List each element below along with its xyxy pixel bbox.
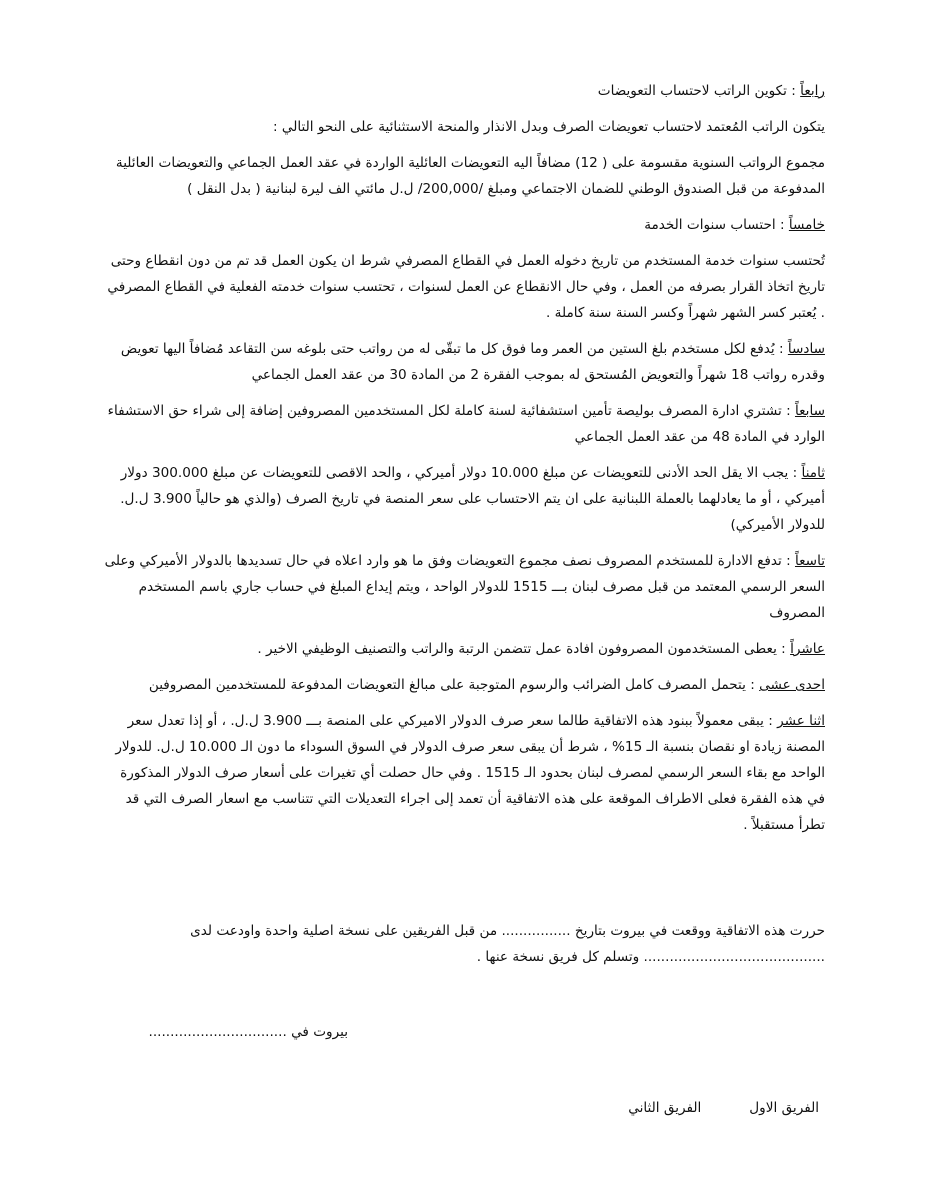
section9-label: تاسعاً bbox=[794, 553, 825, 569]
first-party-label: الفريق الاول bbox=[749, 1100, 819, 1116]
section4-intro: يتكون الراتب المُعتمد لاحتساب تعويضات الصرف وبدل الانذار والمنحة الاستثنائية على النحو التالي : bbox=[272, 119, 825, 135]
section9 bbox=[100, 548, 825, 626]
section8-label: ثامناً bbox=[801, 465, 825, 481]
section6 bbox=[100, 336, 825, 388]
section4-heading-label: رابعاً bbox=[800, 83, 825, 99]
section7 bbox=[100, 398, 825, 450]
section8-body: : يجب الا يقل الحد الأدنى للتعويضات عن مبلغ 10.000 دولار أميركي ، والحد الاقصى للتعويضات عن مبلغ 300.000 دولار أميركي ، أو ما يعادلهما بالعملة اللبنانية على ان يتم الاحتساب على سعر المنصة في تاريخ الصرف (والذي هو حالياً 3.900 ل.ل. للدولار الأميركي) bbox=[120, 465, 825, 533]
section12-body: : يبقى معمولاً ببنود هذه الاتفاقية طالما سعر صرف الدولار الاميركي على المنصة بـــ 3.900 ل.ل. ، أو إذا تعدل سعر المصنة زيادة او نقصان بنسبة الـ 15% ، شرط أن يبقى سعر صرف الدولار في السوق السوداء ما دون الـ 10.000 ل.ل. للدولار الواحد مع بقاء السعر الرسمي لمصرف لبنان بحدود الـ 1515 . وفي حال حصلت أي تغيرات على أسعار صرف الدولار المذكورة في هذه الفقرة فعلى الاطراف الموقعة على هذه الاتفاقية أن تعمد إلى اجراء التعديلات التي تتناسب مع اسعار الصرف التي قد تطرأ مستقبلاً . bbox=[115, 713, 825, 833]
section4-heading-text: : تكوين الراتب لاحتساب التعويضات bbox=[597, 83, 801, 99]
signature-parties bbox=[628, 1100, 819, 1116]
second-party-label: الفريق الثاني bbox=[628, 1100, 702, 1116]
place-date-line: بيروت في ................................ bbox=[148, 1024, 348, 1040]
signing-line-2: .......................................... وتسلم كل فريق نسخة عنها . bbox=[476, 949, 825, 965]
section8 bbox=[100, 460, 825, 538]
section9-body: : تدفع الادارة للمستخدم المصروف نصف مجموع التعويضات وفق ما هو وارد اعلاه في حال تسديدها بالدولار الأميركي وعلى السعر الرسمي المعتمد من قبل مصرف لبنان بـــ 1515 للدولار الواحد ، ويتم إيداع المبلغ في حساب جاري باسم المستخدم المصروف bbox=[104, 553, 825, 621]
section11-body: : يتحمل المصرف كامل الضرائب والرسوم المتوجبة على مبالغ التعويضات المدفوعة للمستخدمين المصروفين bbox=[148, 677, 760, 693]
section4-body: مجموع الرواتب السنوية مقسومة على ( 12) مضافاً اليه التعويضات العائلية الواردة في عقد العمل الجماعي والتعويضات العائلية المدفوعة من قبل الصندوق الوطني للضمان الاجتماعي ومبلغ /200,000/ ل.ل مائتي الف ليرة لبنانية ( بدل النقل ) bbox=[115, 155, 825, 197]
section10 bbox=[100, 636, 825, 662]
section5-heading-text: : احتساب سنوات الخدمة bbox=[644, 217, 789, 233]
section5-heading bbox=[100, 212, 825, 238]
section12-label: اثنا عشر bbox=[777, 713, 825, 729]
section11 bbox=[100, 672, 825, 698]
signing-clause bbox=[100, 918, 825, 970]
section6-body: : يُدفع لكل مستخدم بلغ الستين من العمر وما فوق كل ما تبقّى له من رواتب حتى بلوغه سن التقاعد مُضافاً اليها تعويض وقدره رواتب 18 شهراً والتعويض المُستحق له بموجب الفقرة 2 من المادة 30 من عقد العمل الجماعي bbox=[120, 341, 825, 383]
section4-heading bbox=[100, 78, 825, 104]
signing-line-1: حررت هذه الاتفاقية ووقعت في بيروت بتاريخ ................ من قبل الفريقين على نسخة اصلية واحدة واودعت لدى bbox=[190, 923, 825, 939]
section12 bbox=[100, 708, 825, 838]
section7-label: سابعاً bbox=[794, 403, 825, 419]
section5-body: تُحتسب سنوات خدمة المستخدم من تاريخ دخوله العمل في القطاع المصرفي شرط ان يكون العمل قد تم من دون انقطاع وحتى تاريخ اتخاذ القرار بصرفه من العمل ، وفي حال الانقطاع عن العمل لسنوات ، تحتسب سنوات خدمته الفعلية في القطاع المصرفي . يُعتبر كسر الشهر شهراً وكسر السنة سنة كاملة . bbox=[107, 253, 825, 321]
section10-body: : يعطى المستخدمون المصروفون افادة عمل تتضمن الرتبة والراتب والتصنيف الوظيفي الاخير . bbox=[257, 641, 791, 657]
section10-label: عاشراً bbox=[790, 641, 825, 657]
agreement-body bbox=[100, 78, 825, 838]
section11-label: احدى عشى bbox=[759, 677, 825, 693]
section7-body: : تشتري ادارة المصرف بوليصة تأمين استشفائية لسنة كاملة لكل المستخدمين المصروفين إضافة إلى شراء حق الاستشفاء الوارد في المادة 48 من عقد العمل الجماعي bbox=[107, 403, 825, 445]
section6-label: سادساً bbox=[787, 341, 825, 357]
section5-heading-label: خامساً bbox=[788, 217, 825, 233]
